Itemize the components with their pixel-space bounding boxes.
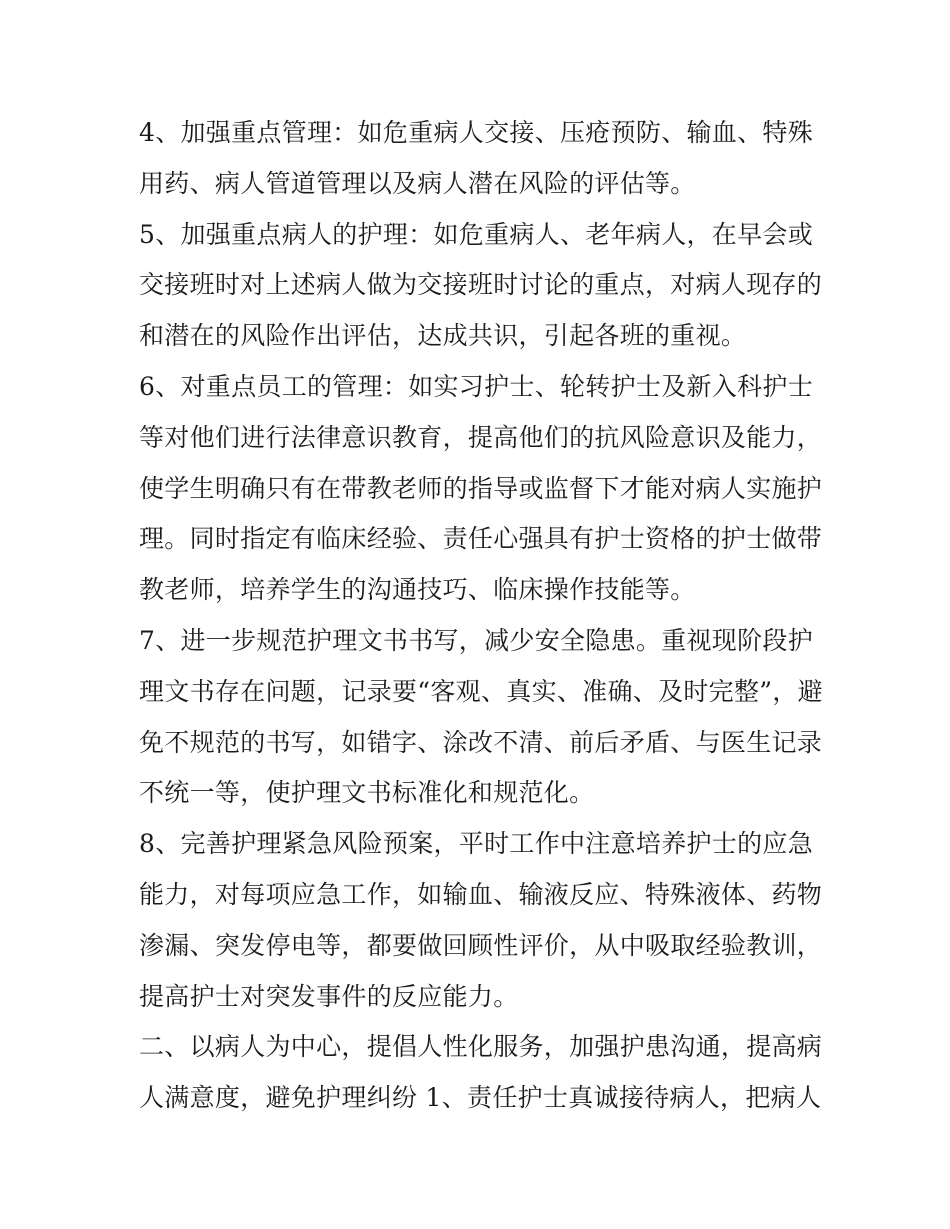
text-line-15: 8、完善护理紧急风险预案，平时工作中注意培养护士的应急 [139, 829, 814, 859]
text-line-3: 5、加强重点病人的护理：如危重病人、老年病人，在早会或 [139, 219, 814, 249]
text-line-11: 7、进一步规范护理文书书写，减少安全隐患。重视现阶段护 [139, 625, 814, 655]
text-line-16: 能力，对每项应急工作，如输血、输液反应、特殊液体、药物 [139, 879, 823, 909]
text-line-9: 理。同时指定有临床经验、责任心强具有护士资格的护士做带 [139, 524, 823, 554]
text-line-7: 等对他们进行法律意识教育，提高他们的抗风险意识及能力， [139, 422, 823, 452]
text-line-13: 免不规范的书写，如错字、涂改不清、前后矛盾、与医生记录 [139, 727, 823, 757]
text-line-6: 6、对重点员工的管理：如实习护士、轮转护士及新入科护士 [139, 371, 814, 401]
text-line-5: 和潜在的风险作出评估，达成共识，引起各班的重视。 [139, 321, 747, 351]
text-line-18: 提高护士对突发事件的反应能力。 [139, 981, 519, 1011]
text-line-2: 用药、病人管道管理以及病人潜在风险的评估等。 [139, 168, 696, 198]
text-line-14: 不统一等，使护理文书标准化和规范化。 [139, 778, 595, 808]
text-line-4: 交接班时对上述病人做为交接班时讨论的重点，对病人现存的 [139, 270, 823, 300]
text-line-8: 使学生明确只有在带教老师的指导或监督下才能对病人实施护 [139, 473, 823, 503]
text-line-17: 渗漏、突发停电等，都要做回顾性评价，从中吸取经验教训， [139, 930, 823, 960]
text-line-20: 人满意度，避免护理纠纷 1、责任护士真诚接待病人，把病人 [139, 1083, 822, 1113]
text-line-12: 理文书存在问题，记录要“客观、真实、准确、及时完整”，避 [139, 676, 823, 706]
text-line-1: 4、加强重点管理：如危重病人交接、压疮预防、输血、特殊 [139, 118, 814, 147]
document-body [139, 108, 823, 1124]
text-line-10: 教老师，培养学生的沟通技巧、临床操作技能等。 [139, 575, 696, 605]
text-line-19: 二、以病人为中心，提倡人性化服务，加强护患沟通，提高病 [139, 1032, 823, 1062]
